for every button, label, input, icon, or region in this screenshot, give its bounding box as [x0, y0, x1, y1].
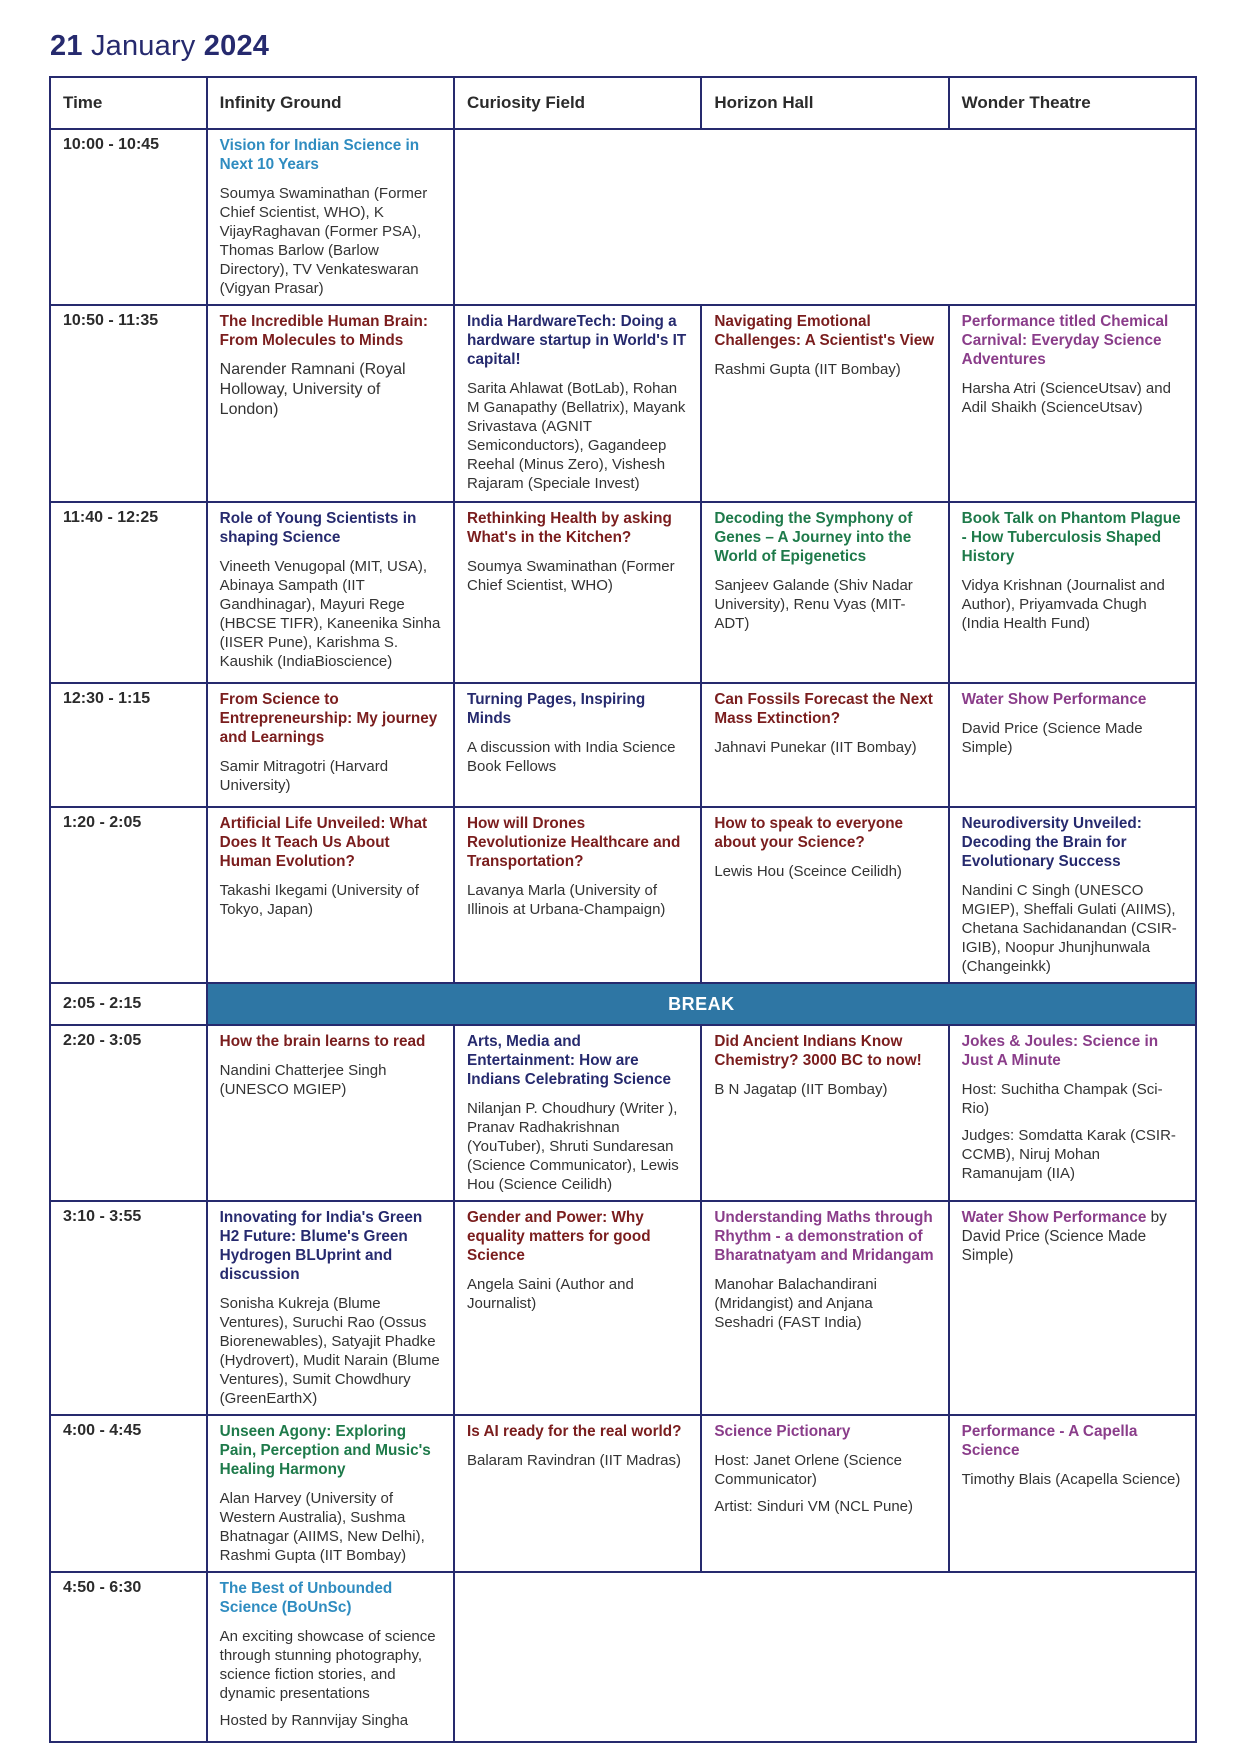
date-day: 21 [50, 30, 83, 62]
session-title: Water Show Performance [961, 1209, 1147, 1226]
session-cell [207, 502, 454, 683]
session-cell [949, 683, 1196, 807]
time-cell: 3:10 - 3:55 [50, 1201, 207, 1415]
session-title: Science Pictionary [714, 1423, 851, 1440]
session-title: Did Ancient Indians Know Chemistry? 3000 BC to now! [714, 1033, 922, 1069]
session-speakers: Harsha Atri (ScienceUtsav) and Adil Shaikh (ScienceUtsav) [961, 380, 1171, 416]
session-speakers: Sanjeev Galande (Shiv Nadar University), Renu Vyas (MIT-ADT) [714, 577, 913, 632]
session-cell [207, 1415, 454, 1572]
session-cell [701, 305, 948, 502]
session-speakers: Manohar Balachandirani (Mridangist) and Anjana Seshadri (FAST India) [714, 1276, 877, 1331]
time-cell: 10:50 - 11:35 [50, 305, 207, 502]
session-speakers: Lewis Hou (Sceince Ceilidh) [714, 863, 902, 880]
session-speakers: by David Price (Science Made Simple) [961, 1209, 1167, 1264]
session-title: Artificial Life Unveiled: What Does It Teach Us About Human Evolution? [219, 815, 428, 870]
table-row [50, 305, 1196, 502]
session-speakers: Soumya Swaminathan (Former Chief Scientist, WHO), K VijayRaghavan (Former PSA), Thomas Barlow (Barlow Directory), TV Venkateswaran (Vigyan Prasar) [219, 185, 428, 297]
session-title: Performance titled Chemical Carnival: Everyday Science Adventures [961, 313, 1169, 368]
table-row [50, 807, 1196, 983]
session-cell [949, 502, 1196, 683]
session-cell [207, 683, 454, 807]
time-cell: 4:50 - 6:30 [50, 1572, 207, 1742]
time-cell: 4:00 - 4:45 [50, 1415, 207, 1572]
session-cell [207, 807, 454, 983]
header-time: Time [50, 77, 207, 129]
session-title: Jokes & Joules: Science in Just A Minute [961, 1033, 1159, 1069]
break-row [50, 983, 1196, 1025]
session-host: Host: Suchitha Champak (Sci-Rio) [961, 1081, 1163, 1117]
session-speakers: David Price (Science Made Simple) [961, 720, 1143, 756]
date-year: 2024 [203, 30, 270, 62]
session-speakers: Jahnavi Punekar (IIT Bombay) [714, 739, 917, 756]
session-speakers: Alan Harvey (University of Western Australia), Sushma Bhatnagar (AIIMS, New Delhi), Rashmi Gupta (IIT Bombay) [219, 1490, 425, 1564]
session-title: Can Fossils Forecast the Next Mass Extinction? [714, 691, 933, 727]
session-cell [454, 305, 701, 502]
session-host: Hosted by Rannvijay Singha [219, 1712, 409, 1729]
session-title: Role of Young Scientists in shaping Science [219, 510, 417, 546]
schedule-table [49, 76, 1197, 1743]
date-month: January [90, 30, 196, 62]
session-cell [207, 1572, 454, 1742]
session-speakers: Nandini Chatterjee Singh (UNESCO MGIEP) [219, 1062, 387, 1098]
session-cell [949, 1025, 1196, 1201]
session-title: How will Drones Revolutionize Healthcare and Transportation? [467, 815, 681, 870]
time-cell: 1:20 - 2:05 [50, 807, 207, 983]
session-title: Rethinking Health by asking What's in the Kitchen? [467, 510, 672, 546]
session-speakers: Vidya Krishnan (Journalist and Author), Priyamvada Chugh (India Health Fund) [961, 577, 1165, 632]
session-cell [701, 1025, 948, 1201]
session-title: Understanding Maths through Rhythm - a demonstration of Bharatnatyam and Mridangam [714, 1209, 934, 1264]
session-speakers: Soumya Swaminathan (Former Chief Scientist, WHO) [467, 558, 675, 594]
table-row [50, 502, 1196, 683]
session-title: The Incredible Human Brain: From Molecules to Minds [219, 313, 428, 349]
session-cell [949, 1415, 1196, 1572]
table-row [50, 1025, 1196, 1201]
session-cell [949, 807, 1196, 983]
session-title-line [962, 1208, 1183, 1265]
time-cell: 10:00 - 10:45 [50, 129, 207, 305]
session-title: Decoding the Symphony of Genes – A Journey into the World of Epigenetics [714, 510, 913, 565]
session-artist: Artist: Sinduri VM (NCL Pune) [714, 1498, 913, 1515]
session-judges: Judges: Somdatta Karak (CSIR-CCMB), Niruj Mohan Ramanujam (IIA) [961, 1127, 1176, 1182]
session-speakers: Nilanjan P. Choudhury (Writer ), Pranav Radhakrishnan (YouTuber), Shruti Sundaresan (Science Communicator), Lewis Hou (Science Ceilidh) [467, 1100, 679, 1193]
time-cell: 2:20 - 3:05 [50, 1025, 207, 1201]
session-cell [207, 1201, 454, 1415]
session-cell [701, 1415, 948, 1572]
session-title: Arts, Media and Entertainment: How are Indians Celebrating Science [467, 1033, 672, 1088]
session-speakers: B N Jagatap (IIT Bombay) [714, 1081, 888, 1098]
session-title: Innovating for India's Green H2 Future: Blume's Green Hydrogen BLUprint and discussion [219, 1209, 423, 1283]
session-speakers: Vineeth Venugopal (MIT, USA), Abinaya Sampath (IIT Gandhinagar), Mayuri Rege (HBCSE TIFR), Kaneenika Sinha (IISER Pune), Karishma S. Kaushik (IndiaBioscience) [219, 558, 441, 670]
session-cell [701, 502, 948, 683]
session-title: India HardwareTech: Doing a hardware startup in World's IT capital! [467, 313, 687, 368]
session-title: Vision for Indian Science in Next 10 Years [219, 137, 420, 173]
session-speakers: Nandini C Singh (UNESCO MGIEP), Sheffali Gulati (AIIMS), Chetana Sachidanandan (CSIR-IGIB), Noopur Jhunjhunwala (Changeinkk) [961, 882, 1177, 975]
break-banner: BREAK [207, 983, 1196, 1025]
header-wonder-theatre: Wonder Theatre [949, 77, 1196, 129]
session-cell [454, 502, 701, 683]
session-title: Book Talk on Phantom Plague - How Tuberculosis Shaped History [961, 510, 1181, 565]
session-title: Water Show Performance [961, 691, 1147, 708]
session-title: Unseen Agony: Exploring Pain, Perception and Music's Healing Harmony [219, 1423, 431, 1478]
table-row [50, 1201, 1196, 1415]
session-host: Host: Janet Orlene (Science Communicator) [714, 1452, 902, 1488]
session-speakers: Angela Saini (Author and Journalist) [467, 1276, 634, 1312]
session-speakers: Sonisha Kukreja (Blume Ventures), Suruchi Rao (Ossus Biorenewables), Satyajit Phadke (Hydrovert), Mudit Narain (Blume Ventures), Sumit Chowdhury (GreenEarthX) [219, 1295, 440, 1407]
session-speakers: Samir Mitragotri (Harvard University) [219, 758, 389, 794]
session-title: How to speak to everyone about your Science? [714, 815, 904, 851]
session-cell [949, 1201, 1196, 1415]
session-speakers: Rashmi Gupta (IIT Bombay) [714, 361, 901, 378]
session-cell [207, 1025, 454, 1201]
session-title: How the brain learns to read [219, 1033, 426, 1050]
session-title: Turning Pages, Inspiring Minds [467, 691, 646, 727]
session-speakers: Lavanya Marla (University of Illinois at Urbana-Champaign) [467, 882, 666, 918]
empty-cell [454, 1572, 1196, 1742]
page-title [50, 30, 269, 63]
session-speakers: Timothy Blais (Acapella Science) [961, 1471, 1181, 1488]
session-title: The Best of Unbounded Science (BoUnSc) [219, 1580, 393, 1616]
session-cell [454, 683, 701, 807]
session-cell [949, 305, 1196, 502]
time-cell: 11:40 - 12:25 [50, 502, 207, 683]
session-cell [454, 1201, 701, 1415]
empty-cell [454, 129, 1196, 305]
session-title: Gender and Power: Why equality matters for good Science [467, 1209, 651, 1264]
session-cell [701, 1201, 948, 1415]
session-title: Neurodiversity Unveiled: Decoding the Brain for Evolutionary Success [961, 815, 1142, 870]
time-cell: 2:05 - 2:15 [50, 983, 207, 1025]
session-speakers: Balaram Ravindran (IIT Madras) [467, 1452, 681, 1469]
session-speakers: Narender Ramnani (Royal Holloway, University of London) [219, 361, 406, 418]
table-row [50, 1572, 1196, 1742]
session-cell [207, 129, 454, 305]
session-cell [454, 807, 701, 983]
session-cell [454, 1415, 701, 1572]
session-speakers: Takashi Ikegami (University of Tokyo, Japan) [219, 882, 419, 918]
header-row [50, 77, 1196, 129]
table-row [50, 683, 1196, 807]
time-cell: 12:30 - 1:15 [50, 683, 207, 807]
session-title: From Science to Entrepreneurship: My journey and Learnings [219, 691, 438, 746]
session-cell [207, 305, 454, 502]
header-curiosity-field: Curiosity Field [454, 77, 701, 129]
session-title: Navigating Emotional Challenges: A Scientist's View [714, 313, 935, 349]
table-row [50, 129, 1196, 305]
session-title: Performance - A Capella Science [961, 1423, 1138, 1459]
session-cell [701, 807, 948, 983]
session-speakers: A discussion with India Science Book Fellows [467, 739, 676, 775]
session-cell [454, 1025, 701, 1201]
session-title: Is AI ready for the real world? [467, 1423, 682, 1440]
session-description: An exciting showcase of science through stunning photography, science fiction stories, and dynamic presentations [219, 1628, 436, 1702]
session-speakers: Sarita Ahlawat (BotLab), Rohan M Ganapathy (Bellatrix), Mayank Srivastava (AGNIT Semiconductors), Gagandeep Reehal (Minus Zero), Vishesh Rajaram (Speciale Invest) [467, 380, 686, 492]
header-horizon-hall: Horizon Hall [701, 77, 948, 129]
header-infinity-ground: Infinity Ground [207, 77, 454, 129]
session-cell [701, 683, 948, 807]
table-row [50, 1415, 1196, 1572]
